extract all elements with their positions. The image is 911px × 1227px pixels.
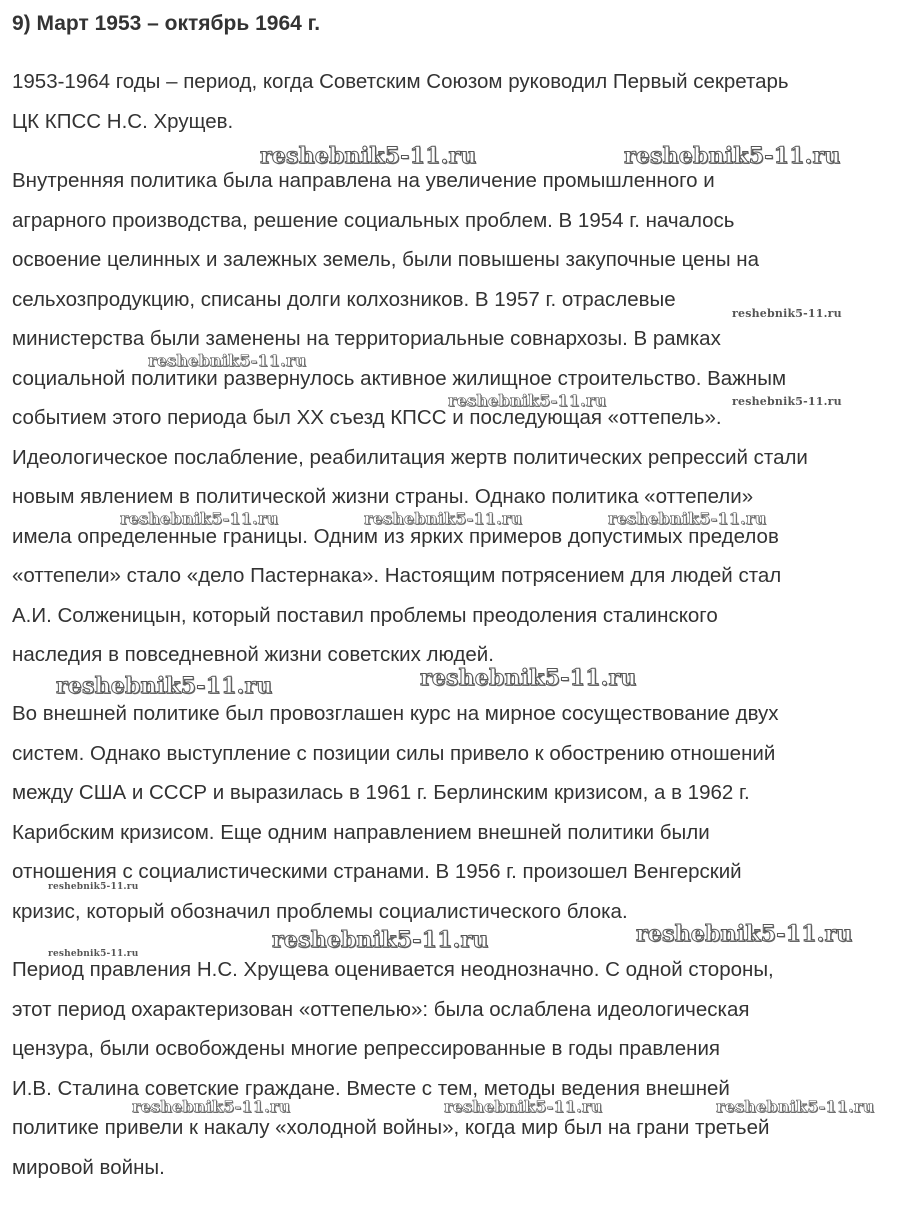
- text-line: отношения с социалистическими странами. В 1956 г. произошел Венгерский: [12, 860, 742, 883]
- text-line: Идеологическое послабление, реабилитация жертв политических репрессий стали: [12, 445, 808, 469]
- text-line: Карибским кризисом. Еще одним направлением внешней политики были: [12, 820, 710, 844]
- paragraph-foreign-policy: [12, 694, 907, 931]
- watermark: reshebnik5-11.ru: [56, 673, 273, 699]
- text-line: Внутренняя политика была направлена на увеличение промышленного и: [12, 169, 715, 192]
- watermark: reshebnik5-11.ru: [624, 143, 841, 169]
- text-line: событием этого периода был XX съезд КПСС и последующая «оттепель».: [12, 406, 722, 429]
- text-line: аграрного производства, решение социальных проблем. В 1954 г. началось: [12, 208, 735, 232]
- text-line: социальной политики развернулось активное жилищное строительство. Важным: [12, 366, 787, 390]
- text-line: между США и СССР и выразилась в 1961 г. Берлинским кризисом, а в 1962 г.: [12, 781, 750, 804]
- watermark: reshebnik5-11.ru: [636, 921, 853, 947]
- watermark: reshebnik5-11.ru: [48, 949, 139, 959]
- text-line: министерства были заменены на территориальные совнархозы. В рамках: [12, 327, 721, 350]
- text-line: Во внешней политике был провозглашен курс на мирное сосуществование двух: [12, 702, 779, 725]
- text-line: А.И. Солженицын, который поставил проблемы преодоления сталинского: [12, 603, 718, 627]
- watermark: reshebnik5-11.ru: [444, 1097, 603, 1116]
- paragraph-assessment: [12, 950, 907, 1187]
- text-line: сельхозпродукцию, списаны долги колхозников. В 1957 г. отраслевые: [12, 287, 676, 311]
- watermark: reshebnik5-11.ru: [448, 391, 607, 410]
- watermark: reshebnik5-11.ru: [732, 395, 842, 408]
- watermark: reshebnik5-11.ru: [120, 509, 279, 528]
- text-line: ЦК КПСС Н.С. Хрущев.: [12, 109, 234, 133]
- watermark: reshebnik5-11.ru: [132, 1097, 291, 1116]
- paragraph-intro: [12, 62, 907, 141]
- watermark: reshebnik5-11.ru: [420, 665, 637, 691]
- text-line: наследия в повседневной жизни советских людей.: [12, 643, 494, 666]
- text-line: «оттепели» стало «дело Пастернака». Настоящим потрясением для людей стал: [12, 564, 782, 587]
- text-line: Период правления Н.С. Хрущева оценивается неоднозначно. С одной стороны,: [12, 958, 774, 981]
- text-line: политике привели к накалу «холодной войны», когда мир был на грани третьей: [12, 1116, 770, 1139]
- watermark: reshebnik5-11.ru: [608, 509, 767, 528]
- text-line: имела определенные границы. Одним из ярких примеров допустимых пределов: [12, 524, 779, 548]
- text-line: освоение целинных и залежных земель, были повышены закупочные цены на: [12, 248, 759, 271]
- text-line: 1953-1964 годы – период, когда Советским Союзом руководил Первый секретарь: [12, 70, 789, 93]
- text-line: этот период охарактеризован «оттепелью»: была ослаблена идеологическая: [12, 997, 750, 1021]
- watermark: reshebnik5-11.ru: [716, 1097, 875, 1116]
- text-line: кризис, который обозначил проблемы социалистического блока.: [12, 899, 628, 923]
- text-line: систем. Однако выступление с позиции силы привело к обострению отношений: [12, 741, 776, 765]
- watermark: reshebnik5-11.ru: [260, 143, 477, 169]
- section-heading: 9) Март 1953 – октябрь 1964 г.: [12, 12, 321, 35]
- text-line: цензура, были освобождены многие репрессированные в годы правления: [12, 1037, 721, 1060]
- watermark: reshebnik5-11.ru: [732, 307, 842, 320]
- paragraph-domestic-policy: [12, 161, 907, 675]
- watermark: reshebnik5-11.ru: [272, 927, 489, 953]
- watermark: reshebnik5-11.ru: [148, 351, 307, 370]
- text-line: новым явлением в политической жизни страны. Однако политика «оттепели»: [12, 485, 754, 508]
- text-line: И.В. Сталина советские граждане. Вместе с тем, методы ведения внешней: [12, 1076, 730, 1100]
- watermark: reshebnik5-11.ru: [364, 509, 523, 528]
- watermark: reshebnik5-11.ru: [48, 882, 139, 892]
- text-line: мировой войны.: [12, 1155, 165, 1179]
